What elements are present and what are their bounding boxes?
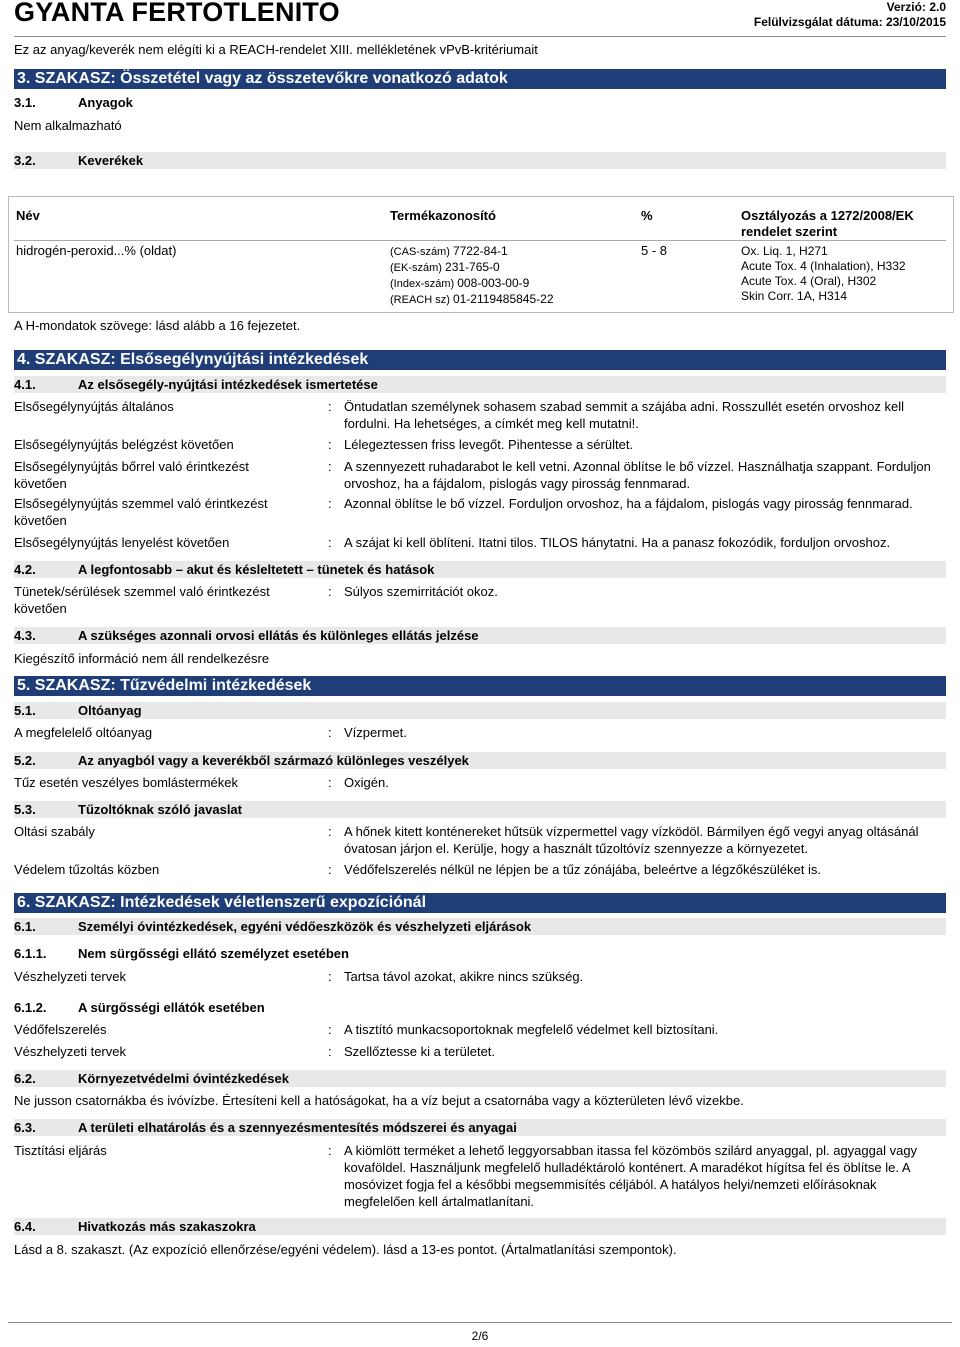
row-value: Lélegeztessen friss levegőt. Pihentesse a sérültet. — [344, 437, 634, 452]
subsection-title: Anyagok — [78, 95, 133, 110]
subsection-title: A területi elhatárolás és a szennyezésmentesítés módszerei és anyagai — [78, 1120, 517, 1135]
row-colon: : — [328, 535, 332, 550]
row-label: A megfelelelő oltóanyag — [14, 725, 153, 740]
h-statements-note: A H-mondatok szövege: lásd alább a 16 fejezetet. — [14, 318, 301, 333]
row-colon: : — [328, 1143, 332, 1158]
subsection-title: A szükséges azonnali orvosi ellátás és különleges ellátás jelzése — [78, 628, 479, 643]
row-value: Oxigén. — [344, 775, 389, 790]
subsection-6-2 — [14, 1071, 289, 1086]
row-colon: : — [328, 437, 332, 452]
row-colon: : — [328, 969, 332, 984]
row-value: Súlyos szemirritációt okoz. — [344, 584, 498, 599]
classification-header-line-2: rendelet szerint — [741, 224, 838, 239]
row-colon: : — [328, 775, 332, 790]
subsection-title: A legfontosabb – akut és késleltetett – tünetek és hatások — [78, 562, 435, 577]
classification-item: Acute Tox. 4 (Inhalation), H332 — [741, 259, 906, 273]
row-value: A tisztító munkacsoportoknak megfelelő védelmet kell biztosítani. — [344, 1022, 719, 1037]
row-label: Elsősegélynyújtás szemmel való érintkezést követően — [14, 496, 268, 528]
row-label: Elsősegélynyújtás belégzést követően — [14, 437, 234, 452]
row-value: A szennyezett ruhadarabot le kell vetni. Azonnal öblítse le bő vízzel. Használhatja szappant. Forduljon orvoshoz, ha a fájdalom, pislogás vagy pirosság fennmarad. — [344, 459, 931, 491]
subsection-title: Hivatkozás más szakaszokra — [78, 1219, 256, 1234]
row-colon: : — [328, 459, 332, 474]
revision-value: 23/10/2015 — [885, 15, 946, 29]
subsection-number: 5.1. — [14, 703, 36, 718]
subsection-6-1 — [14, 919, 531, 934]
section-3-heading: 3. SZAKASZ: Összetétel vagy az összetevőkre vonatkozó adatok — [14, 69, 946, 89]
subsection-title: Nem sürgősségi ellátó személyzet esetében — [78, 946, 349, 961]
row-label: Elsősegélynyújtás lenyelést követően — [14, 535, 230, 550]
table-header-divider — [14, 240, 946, 241]
section-6-heading: 6. SZAKASZ: Intézkedések véletlenszerű expozíciónál — [14, 893, 946, 913]
version-value: 2.0 — [929, 0, 946, 14]
subsection-4-2 — [14, 562, 434, 577]
classification-item: Acute Tox. 4 (Oral), H302 — [741, 274, 877, 288]
table-cell-classification — [741, 244, 906, 304]
s31-text: Nem alkalmazható — [14, 118, 122, 133]
subsection-number: 3.1. — [14, 95, 36, 110]
subsection-number: 6.4. — [14, 1219, 36, 1234]
row-colon: : — [328, 862, 332, 877]
intro-text: Ez az anyag/keverék nem elégíti ki a REACH-rendelet XIII. mellékletének vPvB-kritériumait — [14, 42, 538, 57]
subsection-number: 6.3. — [14, 1120, 36, 1135]
row-colon: : — [328, 725, 332, 740]
table-header-name: Név — [16, 208, 40, 223]
row-colon: : — [328, 824, 332, 839]
row-label: Védelem tűzoltás közben — [14, 862, 160, 877]
subsection-title: Oltóanyag — [78, 703, 142, 718]
subsection-number: 6.1.2. — [14, 1000, 47, 1015]
classification-header-line-1: Osztályozás a 1272/2008/EK — [741, 208, 914, 223]
subsection-title: Az elsősegély-nyújtási intézkedések ismertetése — [78, 377, 378, 392]
id-value: 7722-84-1 — [452, 244, 508, 258]
subsection-number: 4.3. — [14, 628, 36, 643]
subsection-number: 6.1.1. — [14, 946, 47, 961]
row-label: Vészhelyzeti tervek — [14, 969, 126, 984]
row-value: A szájat ki kell öblíteni. Itatni tilos. TILOS hánytatni. Ha a panasz fokozódik, forduljon orvoshoz. — [344, 535, 891, 550]
id-label: (EK-szám) — [390, 262, 442, 274]
id-label: (REACH sz) — [390, 294, 450, 306]
classification-item: Ox. Liq. 1, H271 — [741, 244, 828, 258]
table-header-percent: % — [641, 208, 653, 223]
row-colon: : — [328, 399, 332, 414]
row-colon: : — [328, 1044, 332, 1059]
s62-text: Ne jusson csatornákba és ivóvízbe. Értesíteni kell a hatóságokat, ha a víz bejut a csatornába vagy a közterületen lévő vizekbe. — [14, 1093, 744, 1108]
subsection-number: 5.2. — [14, 753, 36, 768]
product-title: GYANTA FERTOTLENITO — [14, 0, 340, 27]
row-value: Öntudatlan személynek sohasem szabad semmit a szájába adni. Rosszullét esetén orvoshoz kell fordulni. Ha lehetséges, a címkét meg kell mutatni!. — [344, 399, 905, 431]
subsection-4-3 — [14, 628, 479, 643]
id-value: 231-765-0 — [445, 260, 500, 274]
row-value: A hőnek kitett konténereket hűtsük vízpermettel vagy vízködöl. Bármilyen égő vegyi anyag oltásánál óvatosan járjon el. Kerülje, hogy a használt tűzoltóvíz szennyezze a környezetet. — [344, 824, 919, 856]
section-4-heading: 4. SZAKASZ: Elsősegélynyújtási intézkedések — [14, 350, 946, 370]
header-divider — [14, 36, 946, 37]
s43-text: Kiegészítő információ nem áll rendelkezésre — [14, 651, 270, 666]
row-label: Tűz esetén veszélyes bomlástermékek — [14, 775, 238, 790]
row-label: Elsősegélynyújtás bőrrel való érintkezést követően — [14, 459, 249, 491]
row-value: Szellőztesse ki a területet. — [344, 1044, 496, 1059]
row-value: Tartsa távol azokat, akikre nincs szükség. — [344, 969, 584, 984]
s64-text: Lásd a 8. szakaszt. (Az expozíció ellenőrzése/egyéni védelem). lásd a 13-es pontot. (Ártalmatlanítási szempontok). — [14, 1242, 677, 1257]
row-colon: : — [328, 1022, 332, 1037]
table-header-id: Termékazonosító — [390, 208, 496, 223]
subsection-title: Keverékek — [78, 153, 144, 168]
subsection-bar — [14, 152, 946, 169]
subsection-6-4 — [14, 1219, 256, 1234]
id-label: (Index-szám) — [390, 278, 455, 290]
id-label: (CAS-szám) — [390, 246, 450, 258]
id-value: 008-003-00-9 — [457, 276, 530, 290]
subsection-number: 3.2. — [14, 153, 36, 168]
subsection-number: 6.2. — [14, 1071, 36, 1086]
row-colon: : — [328, 584, 332, 599]
row-label: Elsősegélynyújtás általános — [14, 399, 174, 414]
subsection-4-1 — [14, 377, 378, 392]
row-label: Védőfelszerelés — [14, 1022, 107, 1037]
footer-divider — [8, 1322, 952, 1323]
row-label: Tünetek/sérülések szemmel való érintkezést követően — [14, 584, 270, 616]
table-cell-name: hidrogén-peroxid...% (oldat) — [16, 243, 177, 258]
table-header-classification — [741, 208, 914, 240]
page-number: 2/6 — [471, 1329, 489, 1343]
subsection-3-2 — [14, 153, 143, 168]
version-block — [754, 0, 946, 30]
subsection-number: 4.1. — [14, 377, 36, 392]
row-label: Oltási szabály — [14, 824, 95, 839]
row-label: Vészhelyzeti tervek — [14, 1044, 126, 1059]
id-value: 01-2119485845-22 — [452, 292, 554, 306]
classification-item: Skin Corr. 1A, H314 — [741, 289, 848, 303]
row-value: Azonnal öblítse le bő vízzel. Forduljon orvoshoz, ha a fájdalom, pislogás vagy pirosság fennmarad. — [344, 496, 913, 511]
subsection-6-3 — [14, 1120, 517, 1135]
revision-label: Felülvizsgálat dátuma: — [753, 15, 883, 29]
section-5-heading: 5. SZAKASZ: Tűzvédelmi intézkedések — [14, 676, 946, 696]
subsection-title: Környezetvédelmi óvintézkedések — [78, 1071, 289, 1086]
subsection-5-1 — [14, 703, 142, 718]
row-label: Tisztítási eljárás — [14, 1143, 107, 1158]
subsection-number: 4.2. — [14, 562, 36, 577]
subsection-3-1 — [14, 95, 133, 110]
subsection-title: A sürgősségi ellátók esetében — [78, 1000, 265, 1015]
document-header — [14, 0, 946, 36]
table-cell-percent: 5 - 8 — [641, 243, 668, 258]
row-value: Vízpermet. — [344, 725, 407, 740]
row-value: A kiömlött terméket a lehető leggyorsabban itassa fel közömbös szilárd anyaggal, pl. agyaggal vagy kovaföldel. Használjunk megfelelő hulladéktároló konténert. A maradékot hígítsa fel és öblítse le. A mosóvizet fogja fel a későbbi megsemmisítés céljából. A hatályos helyi/nemzeti előírásoknak megfelelően kell ártalmatlanítani. — [344, 1143, 918, 1209]
subsection-title: Tűzoltóknak szóló javaslat — [78, 802, 242, 817]
table-cell-ids — [390, 244, 554, 308]
version-label: Verzió: — [886, 0, 926, 14]
subsection-title: Az anyagból vagy a keverékből származó különleges veszélyek — [78, 753, 469, 768]
subsection-6-1-2 — [14, 1000, 265, 1015]
subsection-5-2 — [14, 753, 469, 768]
subsection-number: 5.3. — [14, 802, 36, 817]
subsection-6-1-1 — [14, 946, 349, 961]
subsection-bar — [14, 702, 946, 719]
row-colon: : — [328, 496, 332, 511]
row-value: Védőfelszerelés nélkül ne lépjen be a tűz zónájába, beleértve a légzőkészüléket is. — [344, 862, 821, 877]
subsection-5-3 — [14, 802, 242, 817]
subsection-title: Személyi óvintézkedések, egyéni védőeszközök és vészhelyzeti eljárások — [78, 919, 532, 934]
subsection-number: 6.1. — [14, 919, 36, 934]
